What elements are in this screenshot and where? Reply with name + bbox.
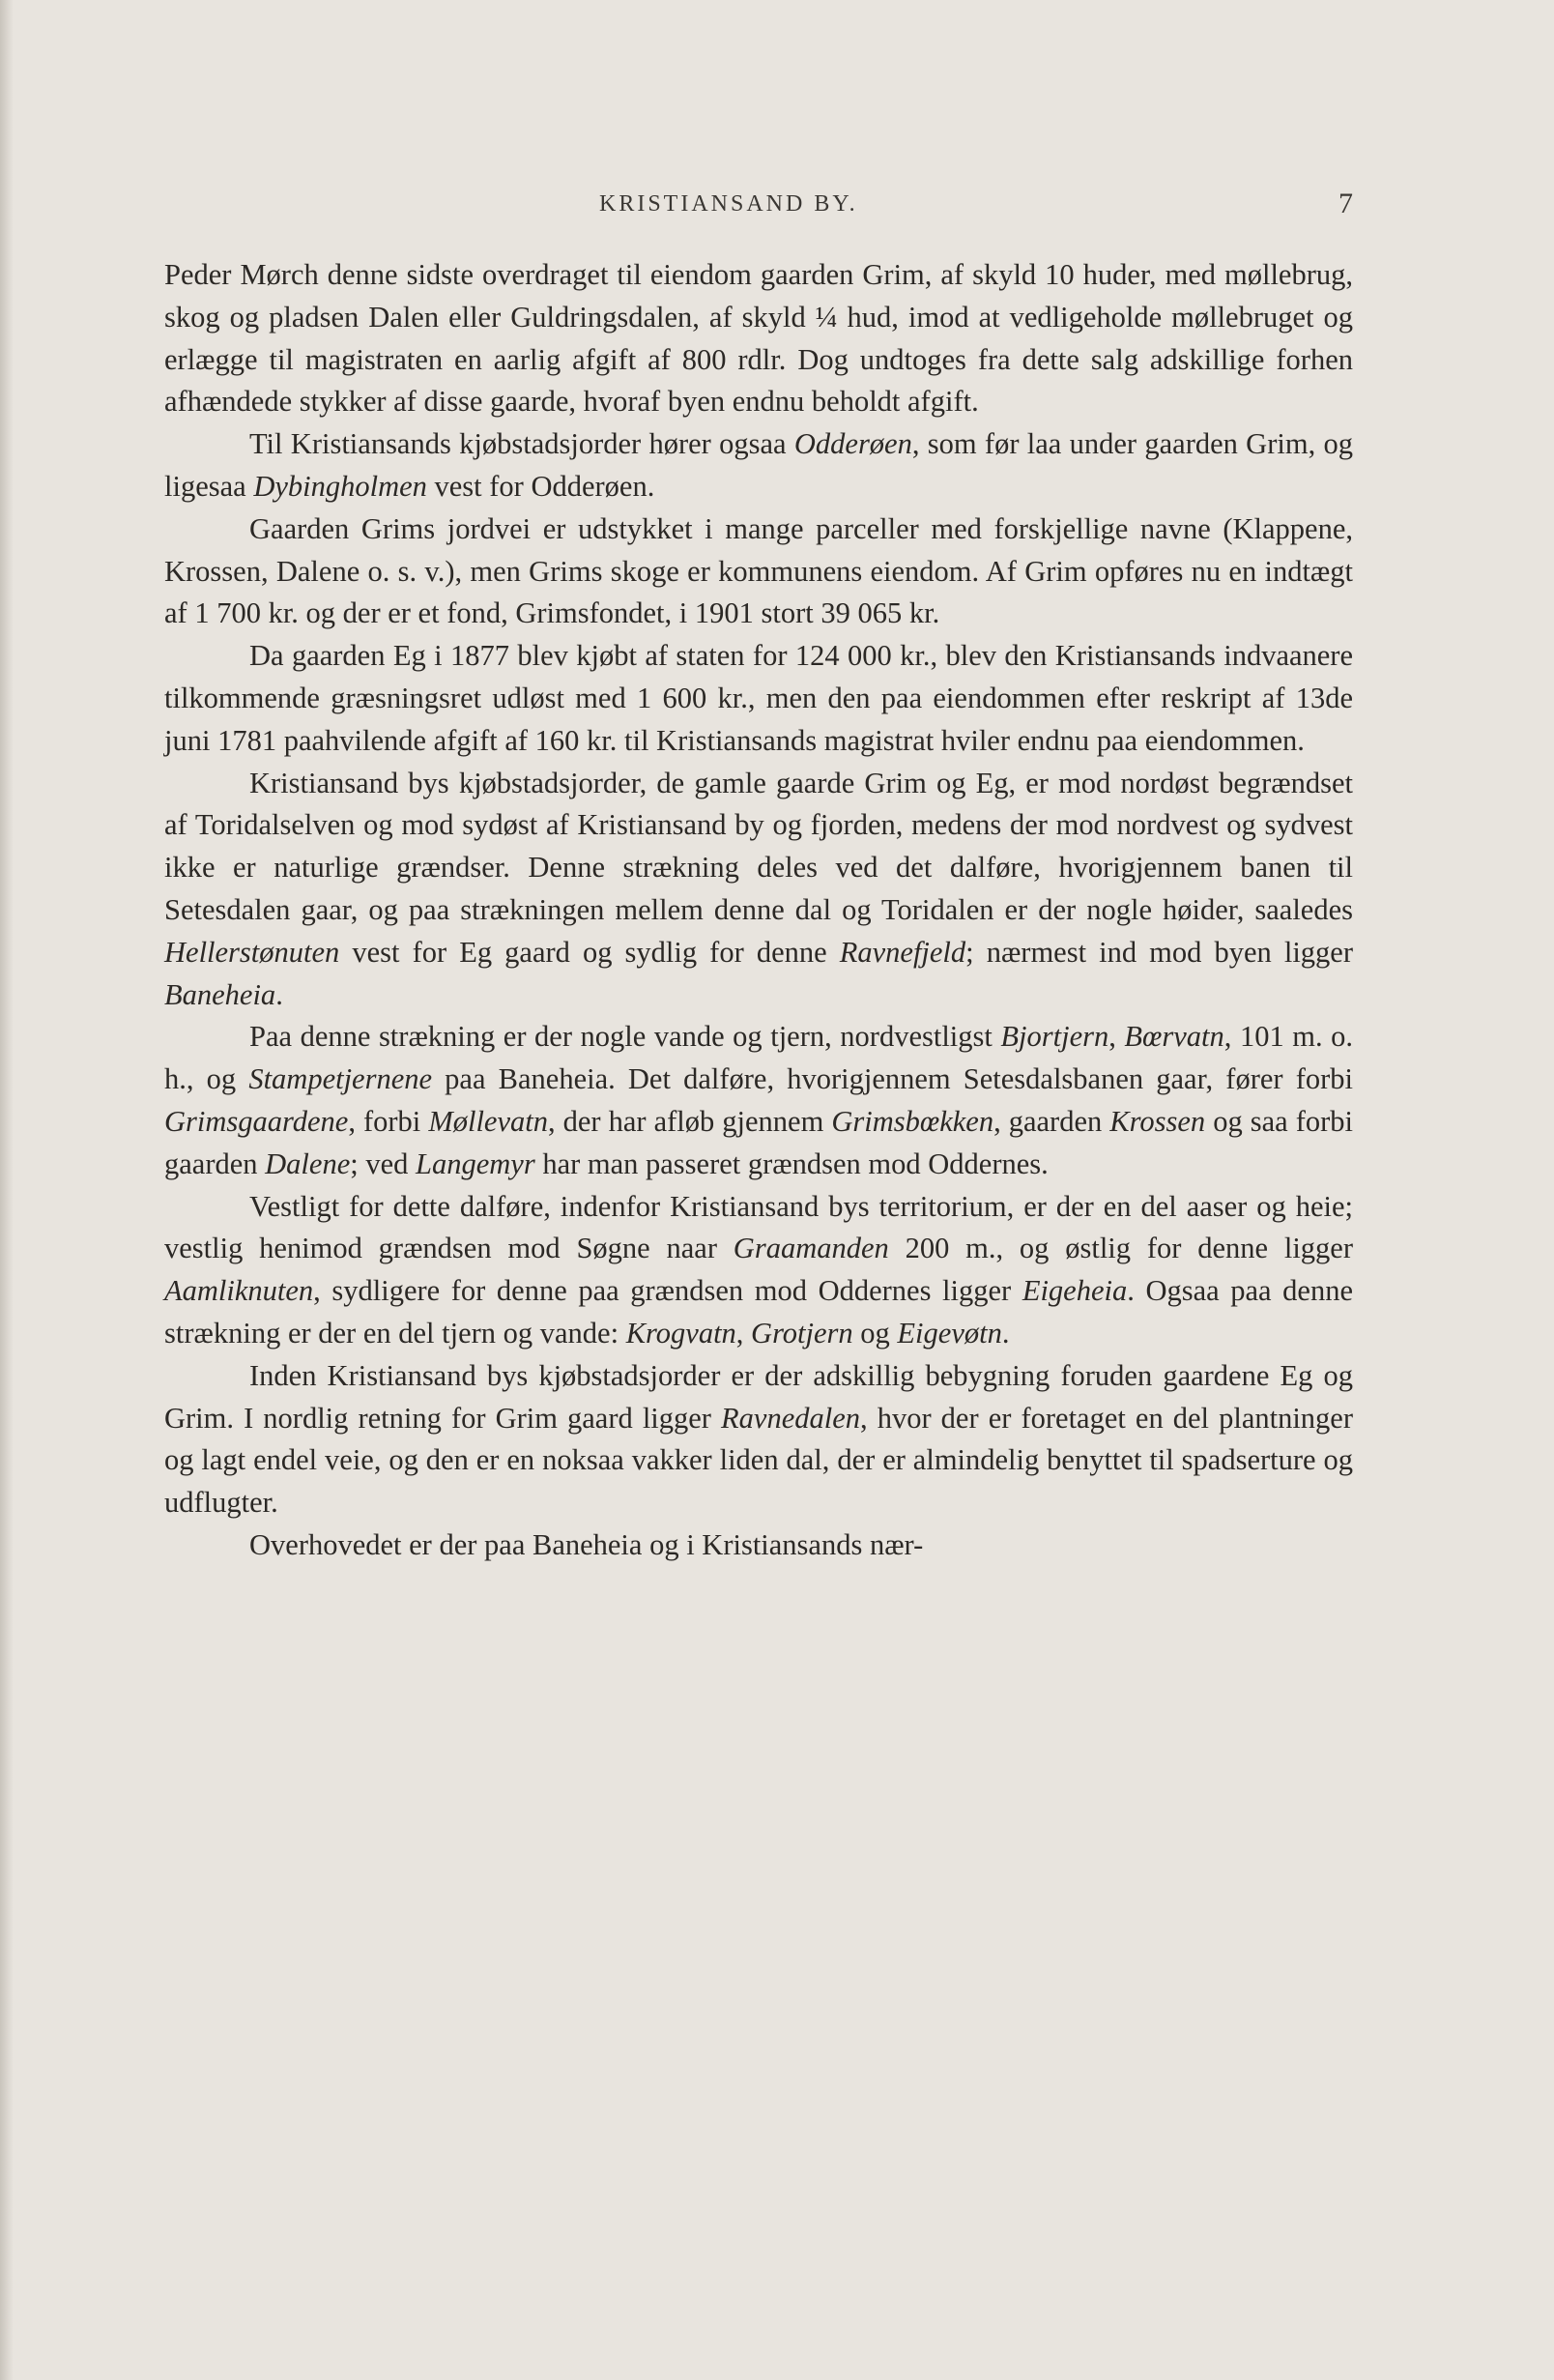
text-run: paa Baneheia. Det dalføre, hvorigjennem Setesdalsbanen gaar, fører forbi	[432, 1062, 1353, 1096]
text-run: Inden Kristiansand bys kjøbstadsjorder er der adskillig bebygning foruden gaardene Eg og Grim. I nordlig retning for Grim gaard ligger	[164, 1358, 1353, 1435]
text-run: har man passeret grændsen mod Oddernes.	[534, 1146, 1049, 1180]
paragraph	[164, 254, 1353, 423]
text-run: .	[1001, 1316, 1010, 1350]
text-run: , gaarden	[993, 1104, 1110, 1138]
text-run: , 101 m. o. h., og	[164, 1020, 1354, 1096]
italic-place-name: Graamanden	[733, 1232, 889, 1265]
italic-place-name: Grimsbœkken	[831, 1104, 994, 1138]
text-run: Kristiansand bys kjøbstadsjorder, de gamle gaarde Grim og Eg, er mod nordøst begrændset af Toridalselven og mod sydøst af Kristiansand by og fjorden, medens der mod nordvest og sydvest ikke er naturlige grændser. Denne strækning deles ved det dalføre, hvorigjennem banen til Setesdalen gaar, og paa strækningen mellem denne dal og Toridalen er der nogle høider, saaledes	[164, 766, 1353, 926]
paragraph	[164, 1355, 1353, 1524]
text-run: , sydligere for denne paa grændsen mod Oddernes ligger	[313, 1274, 1022, 1308]
italic-place-name: Grotjern	[751, 1316, 853, 1350]
text-run: Paa denne strækning er der nogle vande og tjern, nordvestligst	[249, 1020, 1001, 1054]
text-run: Vestligt for dette dalføre, indenfor Kristiansand bys territorium, er der en del aaser og heie; vestlig henimod grændsen mod Søgne naar	[164, 1189, 1353, 1265]
italic-place-name: Odderøen	[793, 427, 912, 461]
italic-place-name: Baneheia	[164, 977, 276, 1011]
italic-place-name: Langemyr	[416, 1146, 535, 1180]
body-text	[164, 254, 1353, 1567]
text-run: og	[852, 1316, 898, 1350]
italic-place-name: Krossen	[1109, 1104, 1206, 1138]
text-run: , forbi	[348, 1104, 429, 1138]
italic-place-name: Aamliknuten	[164, 1274, 314, 1308]
text-run: .	[275, 977, 283, 1011]
text-run: Gaarden Grims jordvei er udstykket i mange parceller med forskjellige navne (Klappene, Krossen, Dalene o. s. v.), men Grims skoge er kommunens eiendom. Af Grim opføres nu en indtægt af 1 700 kr. og der er et fond, Grimsfondet, i 1901 stort 39 065 kr.	[164, 511, 1353, 630]
italic-place-name: Dalene	[265, 1146, 351, 1180]
text-run: og saa forbi gaarden	[164, 1104, 1353, 1180]
page-header	[164, 188, 1353, 230]
text-run: ; nærmest ind mod byen ligger	[965, 935, 1353, 969]
paragraph	[164, 1524, 1353, 1567]
paragraph	[164, 508, 1353, 635]
text-run: Overhovedet er der paa Baneheia og i Kristiansands nær-	[249, 1527, 924, 1561]
text-run: Til Kristiansands kjøbstadsjorder hører ogsaa	[249, 427, 794, 461]
italic-place-name: Ravnedalen	[721, 1401, 861, 1435]
text-run: vest for Odderøen.	[426, 469, 655, 503]
paragraph	[164, 763, 1353, 1017]
paragraph	[164, 1016, 1353, 1185]
italic-place-name: Stampetjernene	[248, 1062, 433, 1096]
italic-place-name: Krogvatn	[625, 1316, 736, 1350]
text-run: Peder Mørch denne sidste overdraget til eiendom gaarden Grim, af skyld 10 huder, med møllebrug, skog og pladsen Dalen eller Guldringsdalen, af skyld ¼ hud, imod at vedligeholde møllebruget og erlægge til magistraten en aarlig afgift af 800 rdlr. Dog undtoges fra dette salg adskillige forhen afhændede stykker af disse gaarde, hvoraf byen endnu beholdt afgift.	[164, 258, 1353, 419]
text-run: 200 m., og østlig for denne ligger	[888, 1232, 1353, 1265]
text-run: , som før laa under gaarden Grim, og ligesaa	[164, 427, 1353, 503]
text-run: ; ved	[350, 1146, 416, 1180]
italic-place-name: Grimsgaardene	[164, 1104, 349, 1138]
text-run: , hvor der er foretaget en del plantninger og lagt endel veie, og den er en noksaa vakker liden dal, der er almindelig benyttet til spadserture og udflugter.	[164, 1401, 1353, 1520]
italic-place-name: Hellerstønuten	[164, 935, 340, 969]
text-run: . Ogsaa paa denne strækning er der en del tjern og vande:	[164, 1274, 1353, 1350]
text-run: vest for Eg gaard og sydlig for denne	[339, 935, 840, 969]
paragraph	[164, 423, 1353, 508]
italic-place-name: Dybingholmen	[253, 469, 427, 503]
italic-place-name: Bœrvatn	[1124, 1020, 1224, 1054]
paragraph	[164, 1186, 1353, 1355]
text-run: Da gaarden Eg i 1877 blev kjøbt af staten for 124 000 kr., blev den Kristiansands indvaanere tilkommende græsningsret udløst med 1 600 kr., men den paa eiendommen efter reskript af 13de juni 1781 paahvilende afgift af 160 kr. til Kristiansands magistrat hviler endnu paa eiendommen.	[164, 639, 1353, 757]
italic-place-name: Ravnefjeld	[839, 935, 966, 969]
paragraph	[164, 635, 1353, 762]
italic-place-name: Eigeheia	[1022, 1274, 1128, 1308]
page-gutter-shadow	[0, 0, 14, 2380]
text-run: , der har afløb gjennem	[547, 1104, 832, 1138]
text-run: ,	[1108, 1020, 1125, 1054]
running-title: KRISTIANSAND BY.	[599, 191, 858, 217]
text-run: ,	[735, 1316, 752, 1350]
italic-place-name: Eigevøtn	[897, 1316, 1002, 1350]
italic-place-name: Møllevatn	[428, 1104, 548, 1138]
italic-place-name: Bjortjern	[1000, 1020, 1109, 1054]
page-number: 7	[1338, 188, 1353, 219]
